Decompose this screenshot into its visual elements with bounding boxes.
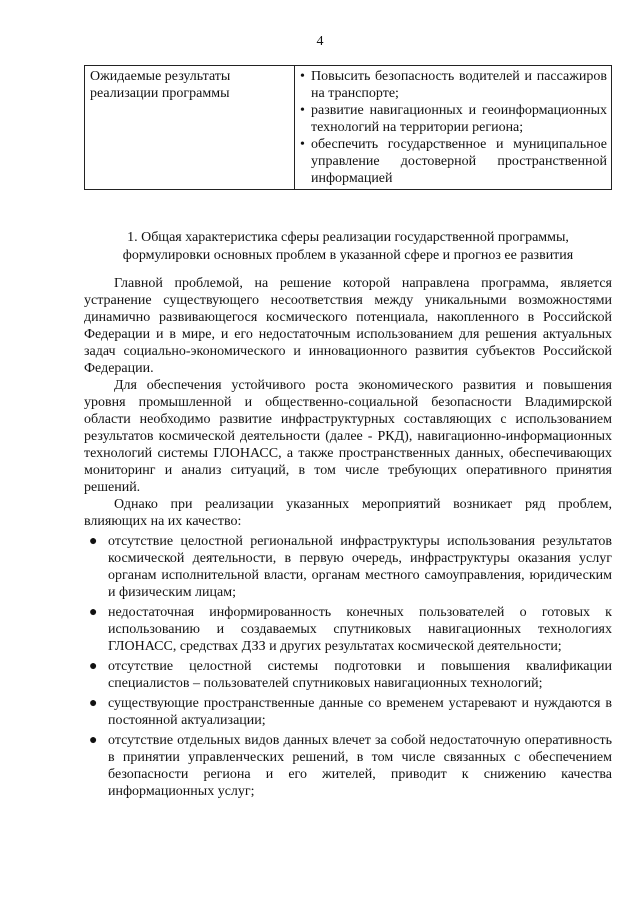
- paragraph: Главной проблемой, на решение которой направлена программа, является устранение существующего несоответствия между уникальными возможностями динамично развивающегося космического потенциала, накопленного в Российской Федерации и в мире, и его недостаточным использованием для решения актуальных задач социально-экономического и инновационного развития субъектов Российской Федерации.: [84, 276, 612, 376]
- paragraph: Однако при реализации указанных мероприятий возникает ряд проблем, влияющих на их качество:: [84, 497, 612, 529]
- expected-results-table: [84, 65, 612, 190]
- section-heading-line-1: 1. Общая характеристика сферы реализации государственной программы,: [127, 230, 569, 245]
- table-value-cell: [295, 66, 612, 190]
- results-list: [300, 68, 607, 187]
- list-item-text: существующие пространственные данные со временем устаревают и нуждаются в постоянной актуализации;: [108, 696, 612, 728]
- list-item: [84, 533, 612, 601]
- list-item-text: отсутствие отдельных видов данных влечет за собой недостаточную оперативность в принятии управленческих решений, в том числе связанных с обеспечением безопасности региона и его жителей, приводит к снижению качества информационных услуг;: [108, 733, 612, 799]
- list-item: [84, 658, 612, 692]
- list-item: [84, 695, 612, 729]
- list-item: • развитие навигационных и геоинформационных технологий на территории региона;: [300, 102, 607, 136]
- bullet-icon: ●: [89, 696, 98, 711]
- section-heading: [84, 229, 612, 265]
- bullet-icon: ●: [89, 605, 98, 620]
- list-item: • обеспечить государственное и муниципальное управление достоверной пространственной информацией: [300, 136, 607, 187]
- bullet-icon: ●: [89, 534, 98, 549]
- list-item-text: недостаточная информированность конечных пользователей о готовых к использованию и создаваемых спутниковых навигационных технологиях ГЛОНАСС, средствах ДЗЗ и других результатах космической деятельности;: [108, 605, 612, 654]
- list-item-text: отсутствие целостной региональной инфраструктуры использования результатов космической деятельности, в первую очередь, инфраструктуры оказания услуг органам исполнительной власти, органам местного самоуправления, юридическим и физическим лицам;: [108, 534, 612, 600]
- bullet-icon: ●: [89, 733, 98, 748]
- table-row: [85, 66, 612, 190]
- list-item-text: отсутствие целостной системы подготовки и повышения квалификации специалистов – пользователей спутниковых навигационных технологий;: [108, 659, 612, 691]
- table-label-cell: Ожидаемые результаты реализации программы: [85, 66, 295, 190]
- list-item: • Повысить безопасность водителей и пассажиров на транспорте;: [300, 68, 607, 102]
- list-item: [84, 604, 612, 655]
- page-number: 4: [316, 34, 324, 49]
- problems-list: [84, 533, 612, 800]
- section-heading-line-2: формулировки основных проблем в указанной сфере и прогноз ее развития: [122, 248, 574, 263]
- section-body: [84, 275, 612, 803]
- bullet-icon: ●: [89, 659, 98, 674]
- paragraph: Для обеспечения устойчивого роста экономического развития и повышения уровня промышленной и общественно-социальной безопасности Владимирской области необходимо развитие инфраструктурных составляющих с использованием результатов космической деятельности (далее - РКД), навигационно-информационных технологий системы ГЛОНАСС, а также пространственных данных, обеспечивающих мониторинг и анализ ситуаций, в том числе требующих оперативного принятия решений.: [84, 378, 612, 495]
- list-item: [84, 732, 612, 800]
